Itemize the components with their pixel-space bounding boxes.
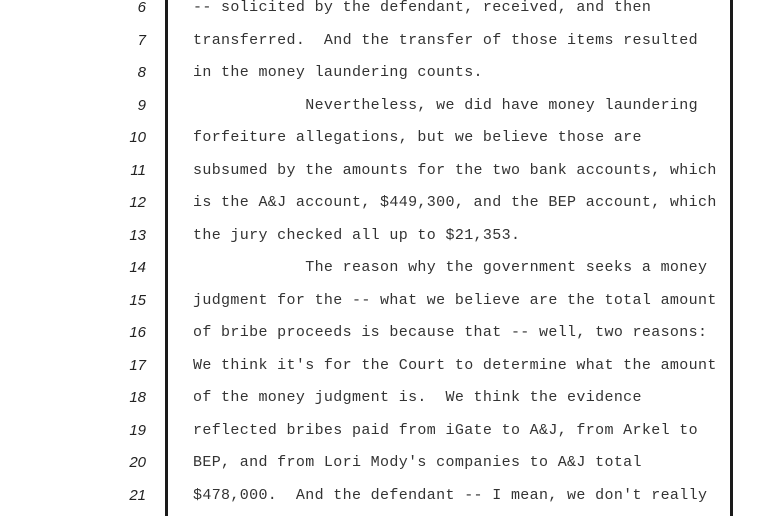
line-text: We think it's for the Court to determine what the amount	[193, 356, 717, 374]
line-number: 11	[130, 161, 146, 179]
line-text: of bribe proceeds is because that -- well, two reasons:	[193, 324, 708, 341]
line-number: 20	[129, 454, 146, 471]
line-text: reflected bribes paid from iGate to A&J, from Arkel to	[193, 421, 698, 439]
line-number: 16	[129, 324, 146, 341]
line-text: is the A&J account, $449,300, and the BEP account, which	[193, 194, 717, 211]
line-text: Nevertheless, we did have money laundering	[193, 96, 698, 114]
transcript-line	[0, 122, 780, 155]
transcript-line	[0, 285, 780, 318]
line-number: 12	[129, 194, 146, 211]
transcript-line	[0, 0, 780, 25]
line-text: -- solicited by the defendant, received, and then	[193, 0, 652, 16]
transcript-line	[0, 187, 780, 220]
transcript-line	[0, 415, 780, 448]
line-number: 21	[129, 486, 146, 504]
line-text: transferred. And the transfer of those items resulted	[193, 31, 698, 49]
line-text: forfeiture allegations, but we believe those are	[193, 129, 642, 146]
transcript-line	[0, 447, 780, 480]
line-number: 7	[137, 31, 146, 49]
transcript-line	[0, 25, 780, 58]
transcript-line	[0, 252, 780, 285]
line-number: 13	[129, 226, 146, 244]
line-number: 15	[129, 291, 146, 309]
line-text: The reason why the government seeks a money	[193, 259, 708, 276]
transcript-line	[0, 57, 780, 90]
line-text: $478,000. And the defendant -- I mean, we don't really	[193, 486, 708, 504]
line-text: in the money laundering counts.	[193, 64, 483, 81]
transcript-line	[0, 350, 780, 383]
line-text: of the money judgment is. We think the evidence	[193, 389, 642, 406]
line-text: subsumed by the amounts for the two bank accounts, which	[193, 161, 717, 179]
line-number: 14	[129, 259, 146, 276]
line-text: judgment for the -- what we believe are the total amount	[193, 291, 717, 309]
line-number: 18	[129, 389, 146, 406]
transcript-line	[0, 220, 780, 253]
line-number: 17	[129, 356, 146, 374]
line-number: 10	[129, 129, 146, 146]
transcript-line	[0, 155, 780, 188]
line-number: 19	[129, 421, 146, 439]
transcript-line	[0, 480, 780, 513]
transcript-line	[0, 382, 780, 415]
line-number: 9	[137, 96, 146, 114]
line-number: 8	[137, 64, 146, 81]
transcript-line	[0, 90, 780, 123]
line-text: the jury checked all up to $21,353.	[193, 226, 521, 244]
line-text: BEP, and from Lori Mody's companies to A&J total	[193, 454, 642, 471]
line-number: 6	[137, 0, 146, 16]
transcript-line	[0, 317, 780, 350]
